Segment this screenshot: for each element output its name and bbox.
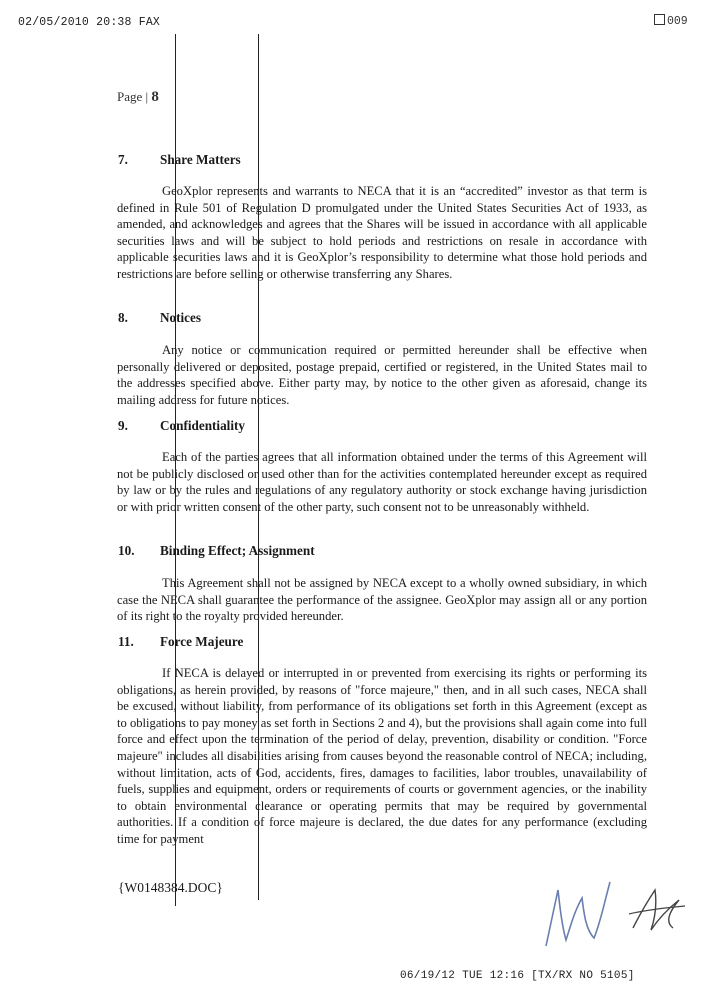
document-id: {W0148384.DOC} [118,880,223,895]
page-number: Page | 8 [117,89,159,105]
page-label: Page [117,89,143,104]
fax-page-indicator [654,14,688,28]
section-paragraph: GeoXplor represents and warrants to NECA that it is an “accredited” investor as that term is defined in Rule 501 of Regulation D promulgated under the United States Securities Act of 1933, as amended, and acknowledges and agrees that the Shares will be issued in accordance with all applicable securities laws and will be subject to hold periods and restrictions on resale in accordance with applicable securities laws and it is GeoXplor’s responsibility to determine what those hold periods and restrictions are before selling or otherwise transferring any Shares. [117,184,647,281]
section-heading-10 [118,543,315,559]
section-title: Binding Effect; Assignment [160,543,315,558]
section-heading-8 [118,310,201,326]
section-paragraph: Each of the parties agrees that all information obtained under the terms of this Agreement will not be publicly disclosed or used other than for the activities contemplated hereunder except as required by law or by the rules and regulations of any regulatory authority or stock exchange having jurisdiction or with prior written consent of the other party, such consent not to be unreasonably withheld. [117,450,647,514]
section-heading-9 [118,418,245,434]
section-number: 7. [118,152,128,167]
section-body-7 [117,183,647,283]
signature-initials-1 [536,868,620,952]
section-body-9 [117,449,647,515]
section-title: Share Matters [160,152,241,167]
section-number: 11. [118,634,134,649]
section-body-10 [117,575,647,625]
section-title: Confidentiality [160,418,245,433]
section-title: Force Majeure [160,634,244,649]
section-number: 10. [118,543,135,558]
fax-footer-timestamp: 06/19/12 TUE 12:16 [TX/RX NO 5105] [400,970,635,982]
fax-page-icon [654,14,665,25]
section-paragraph: Any notice or communication required or permitted hereunder shall be effective when personally delivered or deposited, postage prepaid, certified or registered, in the United States mail to the addresses specified above. Either party may, by notice to the other given as aforesaid, change its mailing address for future notices. [117,343,647,407]
section-number: 9. [118,418,128,433]
section-heading-11 [118,634,243,650]
fax-page-number: 009 [667,15,688,28]
section-body-11 [117,665,647,848]
section-heading-7 [118,152,241,168]
page-number-value: 8 [151,89,159,105]
section-body-8 [117,342,647,408]
fax-header-timestamp: 02/05/2010 20:38 FAX [18,16,161,29]
section-paragraph: If NECA is delayed or interrupted in or prevented from exercising its rights or performing its obligations, as herein provided, by reasons of "force majeure," then, and in all such cases, NECA shall be excused, without liability, from performance of its obligations set forth in this Agreement (except as to obligations to pay money as set forth in Sections 2 and 4), but the provisions shall again come into full force and effect upon the termination of the period of delay, prevention, disability or condition. "Force majeure" includes all disabilities arising from causes beyond the reasonable control of NECA; including, without limitation, acts of God, accidents, fires, damages to facilities, labor troubles, unavailability of fuels, supplies and equipment, orders or requirements of courts or government agencies, or the inability to obtain environmental clearance or operating permits that may be required by governmental authorities. If a condition of force majeure is declared, the due dates for any performance (excluding time for payment [117,666,647,846]
section-paragraph: This Agreement shall not be assigned by NECA except to a wholly owned subsidiary, in which case the NECA shall guarantee the performance of the assignee. GeoXplor may assign all or any portion of its right to the royalty provided hereunder. [117,576,647,624]
section-number: 8. [118,310,128,325]
section-title: Notices [160,310,202,325]
signature-initials-2 [625,878,691,940]
